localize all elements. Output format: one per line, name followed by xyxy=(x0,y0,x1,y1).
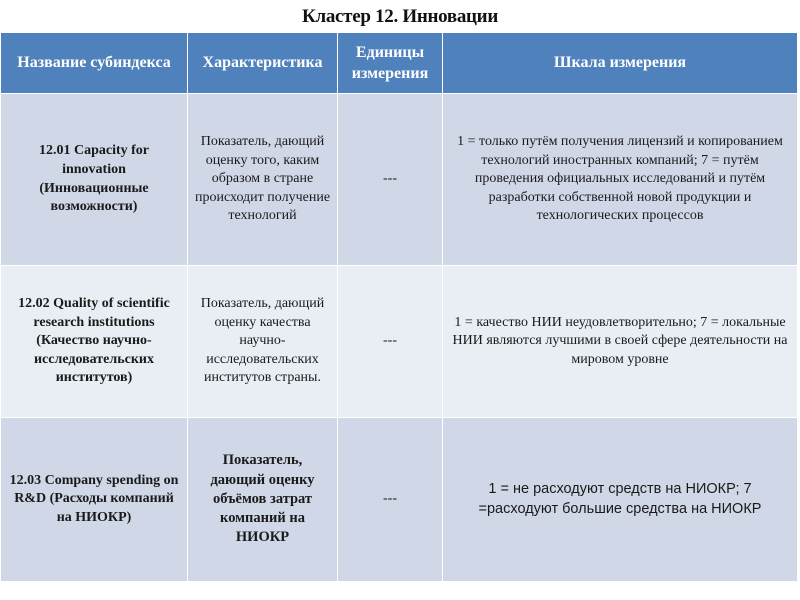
row-3-units: --- xyxy=(338,418,443,582)
table-row xyxy=(1,94,798,266)
table-row xyxy=(1,418,798,582)
page-title: Кластер 12. Инновации xyxy=(302,6,498,27)
row-3-characteristic: Показатель, дающий оценку объёмов затрат компаний на НИОКР xyxy=(188,418,338,582)
table-header-row xyxy=(1,33,798,94)
row-2-name: 12.02 Quality of scientific research institutions (Качество научно-исследовательских институтов) xyxy=(1,266,188,418)
row-2-characteristic: Показатель, дающий оценку качества научно-исследовательских институтов страны. xyxy=(188,266,338,418)
header-characteristic: Характеристика xyxy=(188,33,338,94)
header-units: Единицы измерения xyxy=(338,33,443,94)
innovation-cluster-table xyxy=(0,32,798,582)
table-row xyxy=(1,266,798,418)
row-3-scale: 1 = не расходуют средств на НИОКР; 7 =расходуют большие средства на НИОКР xyxy=(443,418,798,582)
header-scale: Шкала измерения xyxy=(443,33,798,94)
row-1-characteristic: Показатель, дающий оценку того, каким образом в стране происходит получение технологий xyxy=(188,94,338,266)
row-3-name: 12.03 Company spending on R&D (Расходы компаний на НИОКР) xyxy=(1,418,188,582)
row-2-units: --- xyxy=(338,266,443,418)
row-1-scale: 1 = только путём получения лицензий и копированием технологий иностранных компаний; 7 = путём проведения официальных исследований и путём разработки собственной новой продукции и технологических процессов xyxy=(443,94,798,266)
row-2-scale: 1 = качество НИИ неудовлетворительно; 7 = локальные НИИ являются лучшими в своей сфере деятельности на мировом уровне xyxy=(443,266,798,418)
header-name: Название субиндекса xyxy=(1,33,188,94)
row-1-name: 12.01 Capacity for innovation (Инновационные возможности) xyxy=(1,94,188,266)
row-1-units: --- xyxy=(338,94,443,266)
